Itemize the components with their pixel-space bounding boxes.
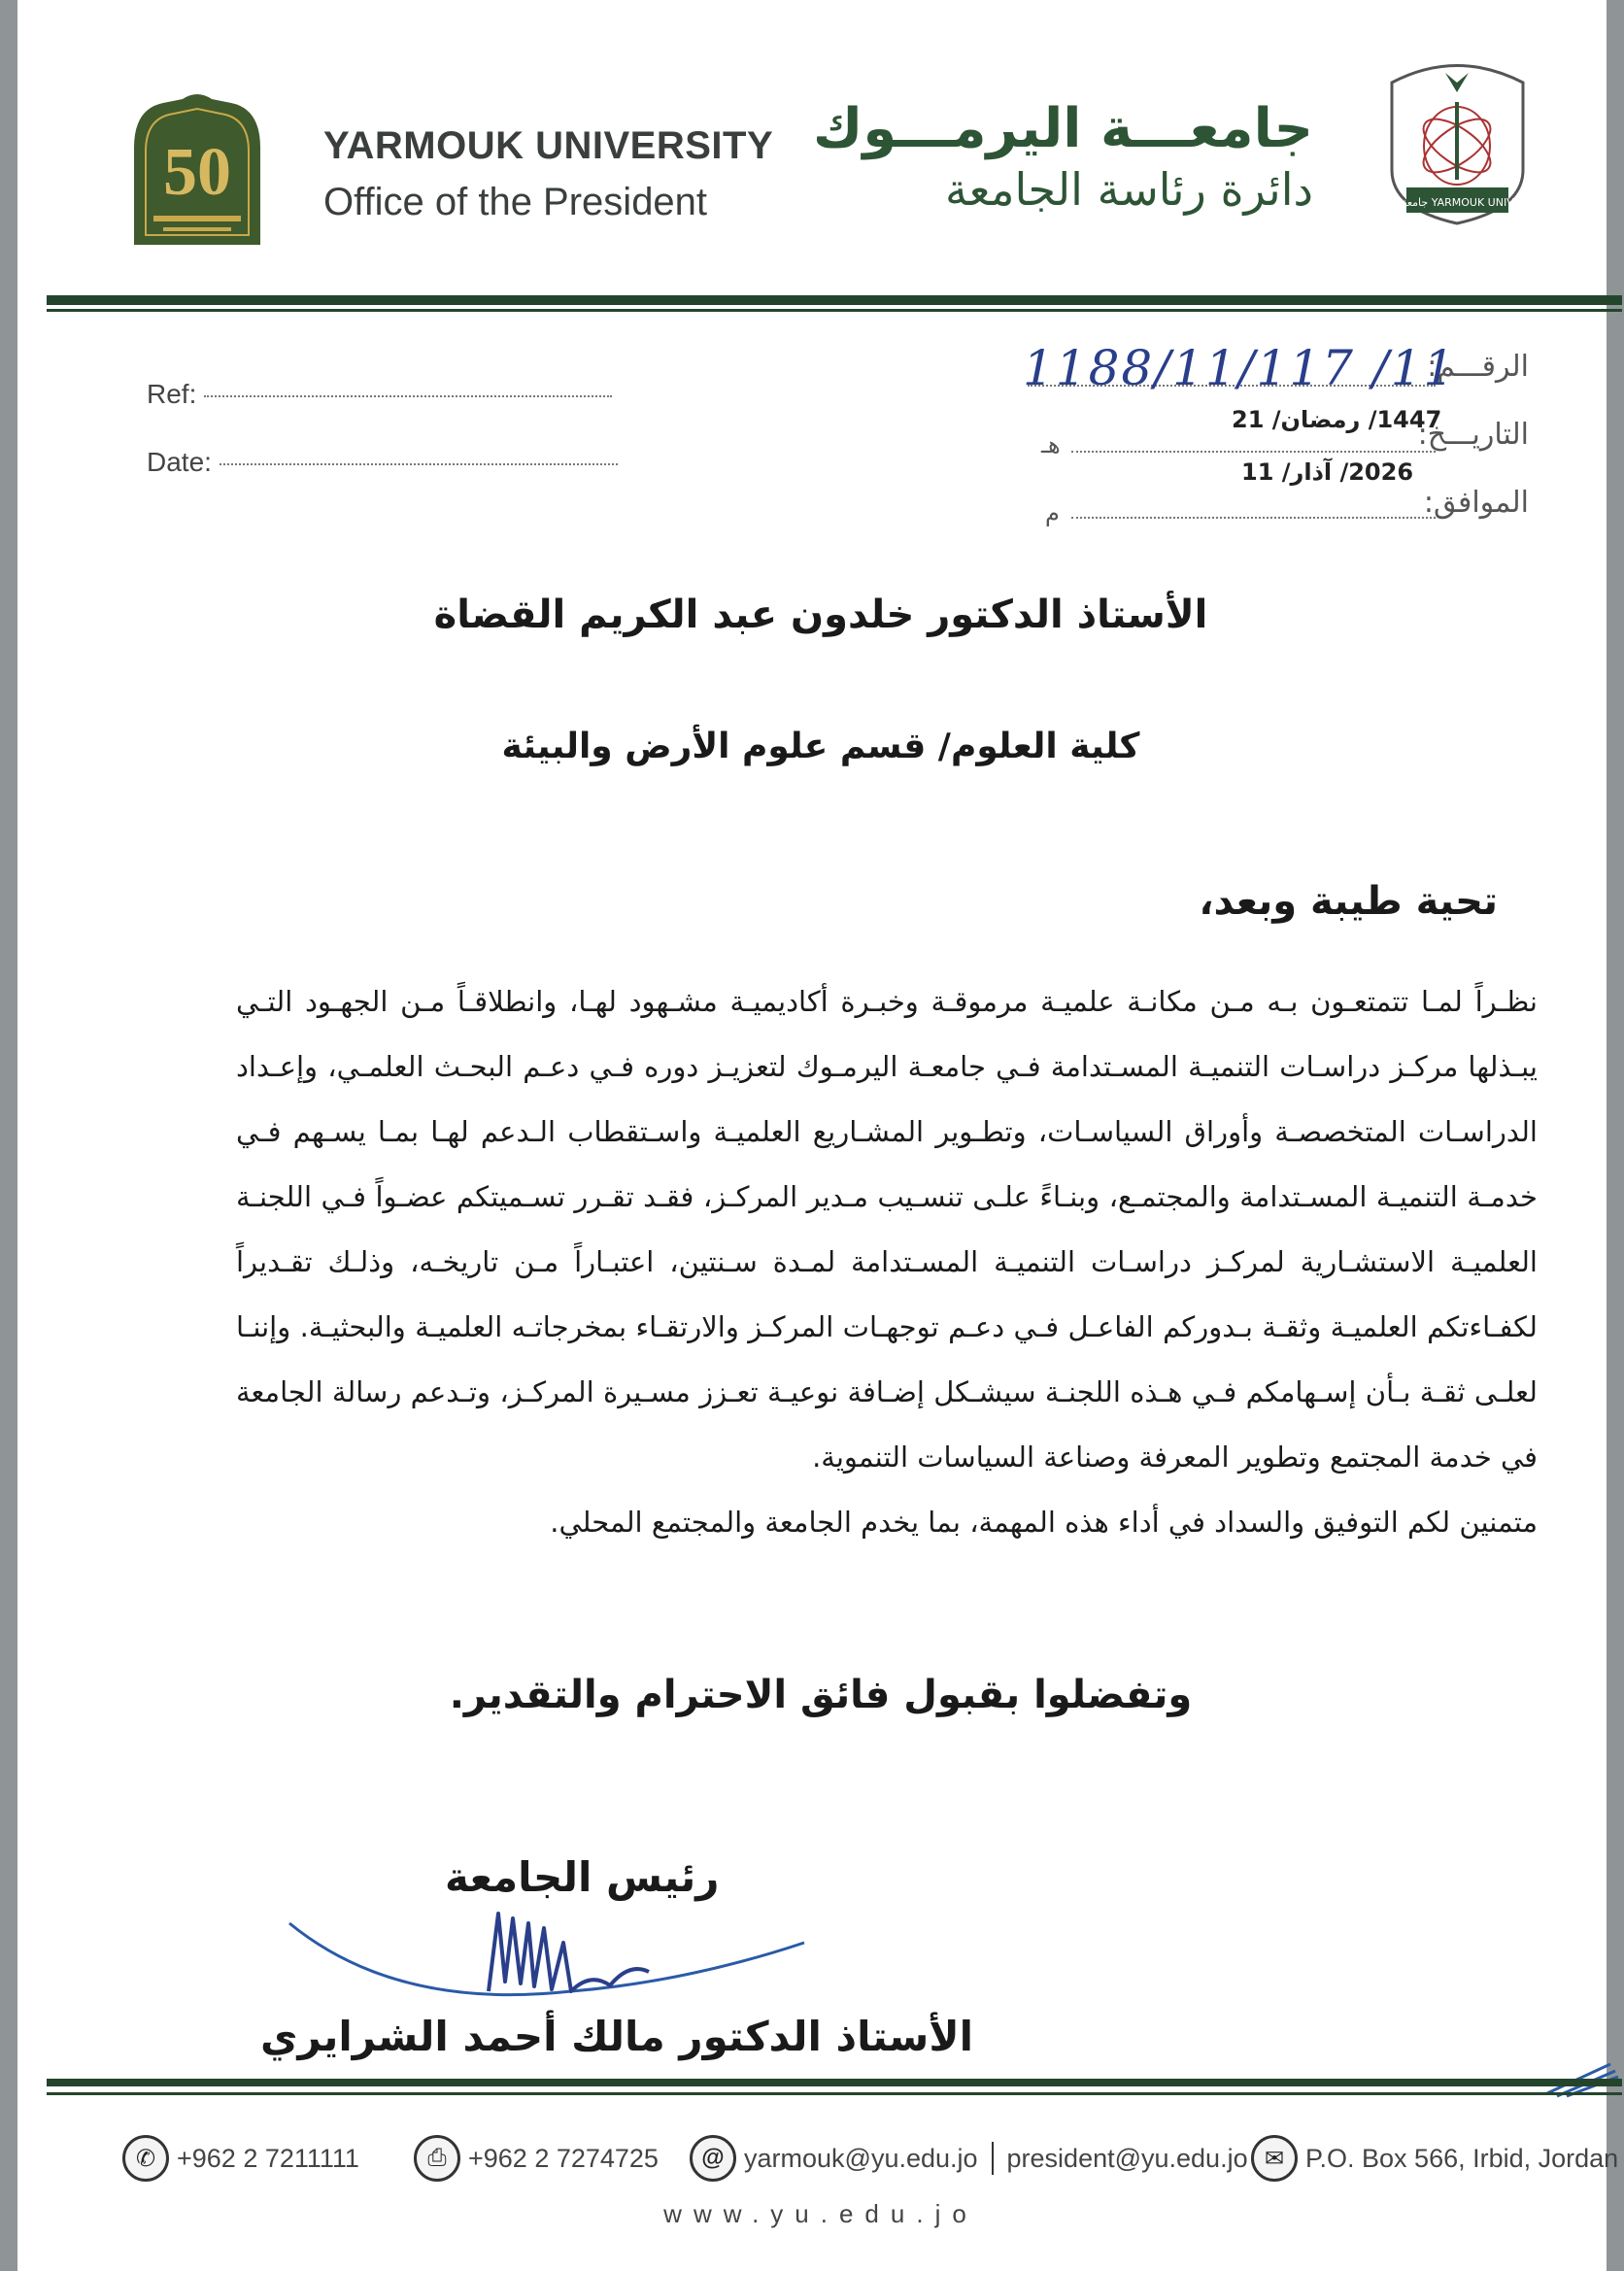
email-separator	[992, 2142, 994, 2175]
header-rule	[47, 295, 1622, 305]
ar-date-label: التاريـــخ:	[1417, 418, 1529, 452]
ref-field	[147, 379, 612, 410]
university-name-en: YARMOUK UNIVERSITY	[323, 124, 774, 167]
gregorian-date-value: 2026/ آذار/ 11	[1241, 458, 1414, 486]
office-name-en: Office of the President	[323, 181, 708, 223]
po-box-contact	[1251, 2132, 1618, 2185]
at-icon: @	[690, 2135, 736, 2182]
fax-number: +962 2 7274725	[468, 2143, 659, 2173]
closing-line: وتفضلوا بقبول فائق الاحترام والتقدير.	[449, 1673, 1193, 1717]
ref-label: Ref:	[147, 379, 197, 409]
anniversary-logo	[124, 89, 270, 254]
footer-rule	[47, 2079, 1622, 2086]
recipient-department: كلية العلوم/ قسم علوم الأرض والبيئة	[501, 727, 1140, 766]
letter-wish: متمنين لكم التوفيق والسداد في أداء هذه المهمة، بما يخدم الجامعة والمجتمع المحلي.	[550, 1506, 1538, 1539]
po-box: P.O. Box 566, Irbid, Jordan	[1305, 2143, 1619, 2173]
email-primary: yarmouk@yu.edu.jo	[744, 2143, 978, 2173]
handwritten-ref-number: 1188/11/117 /11	[1023, 340, 1457, 396]
fax-contact	[414, 2132, 659, 2185]
recipient-name: الأستاذ الدكتور خلدون عبد الكريم القضاة	[433, 593, 1208, 637]
footer-rule-thin	[47, 2092, 1622, 2095]
office-name-ar: دائرة رئاسة الجامعة	[944, 163, 1313, 216]
ar-ref-label: الرقـــم:	[1427, 350, 1529, 384]
email-president: president@yu.edu.jo	[1006, 2143, 1248, 2173]
university-crest	[1363, 53, 1551, 228]
letter-page	[17, 0, 1619, 2271]
envelope-icon: ✉	[1251, 2135, 1298, 2182]
date-field	[147, 447, 618, 478]
email-contact	[690, 2132, 1248, 2185]
crest-caption: جامعة اليرموك YARMOUK UNIVERSITY	[1363, 196, 1551, 209]
letter-paragraph: نظـراً لمـا تتمتعـون بـه مـن مكانـة علميـة مرموقـة وخبـرة أكاديميـة مشـهود لهـا، وانطلاقـاً مـن الجهـود التـي يبـذلها مركـز دراسـات التنميـة المسـتدامة فـي جامعـة اليرمـوك لتعزيـز دوره فـي دعـم البحـث العلمـي، وإعـداد الدراسـات المتخصصـة وأوراق السياسـات، وتطـوير المشـاريع العلميـة واسـتقطاب الـدعم لهـا بمـا يسـهم فـي خدمـة التنميـة المسـتدامة والمجتمـع، وبنـاءً علـى تنسـيب مـدير المركـز، فقـد تقـرر تسـميتكم عضـواً فـي اللجنـة العلميـة الاستشـارية لمركـز دراسـات التنميـة المسـتدامة لمـدة سـنتين، اعتبـاراً مـن تاريخـه، وذلـك تقـديراً لكفـاءتكم العلميـة وثقـة بـدوركم الفاعـل فـي دعـم توجهـات المركـز والارتقـاء بمخرجاتـه العلميـة والبحثيـة. وإننـا لعلـى ثقـة بـأن إسـهامكم فـي هـذه اللجنـة سيشـكل إضـافة نوعيـة تعـزز مسـيرة المركـز، وتـدعم رسالة الجامعة في خدمة المجتمع وتطوير المعرفة وصناعة السياسات التنموية.	[236, 985, 1538, 1474]
phone-contact	[122, 2132, 359, 2185]
hijri-date-value: 1447/ رمضان/ 21	[1232, 406, 1442, 433]
signatory-name: الأستاذ الدكتور مالك أحمد الشرايري	[260, 2013, 973, 2060]
fax-icon: ⎙	[414, 2135, 460, 2182]
header-rule-thin	[47, 309, 1622, 312]
ar-corresponding-label: الموافق:	[1423, 486, 1529, 520]
logo-50-text: 50	[163, 135, 231, 210]
letter-body	[236, 969, 1538, 1555]
signatory-title: رئيس الجامعة	[445, 1853, 720, 1901]
greeting: تحية طيبة وبعد،	[1199, 879, 1498, 924]
hijri-suffix: هـ	[1041, 431, 1061, 458]
handwritten-signature	[280, 1904, 824, 2020]
phone-number: +962 2 7211111	[177, 2143, 359, 2173]
gregorian-suffix: م	[1045, 499, 1060, 526]
university-name-ar: جامعـــة اليرمـــوك	[813, 97, 1313, 160]
website-url: www.yu.edu.jo	[663, 2199, 978, 2228]
date-label: Date:	[147, 447, 212, 477]
phone-icon: ✆	[122, 2135, 169, 2182]
